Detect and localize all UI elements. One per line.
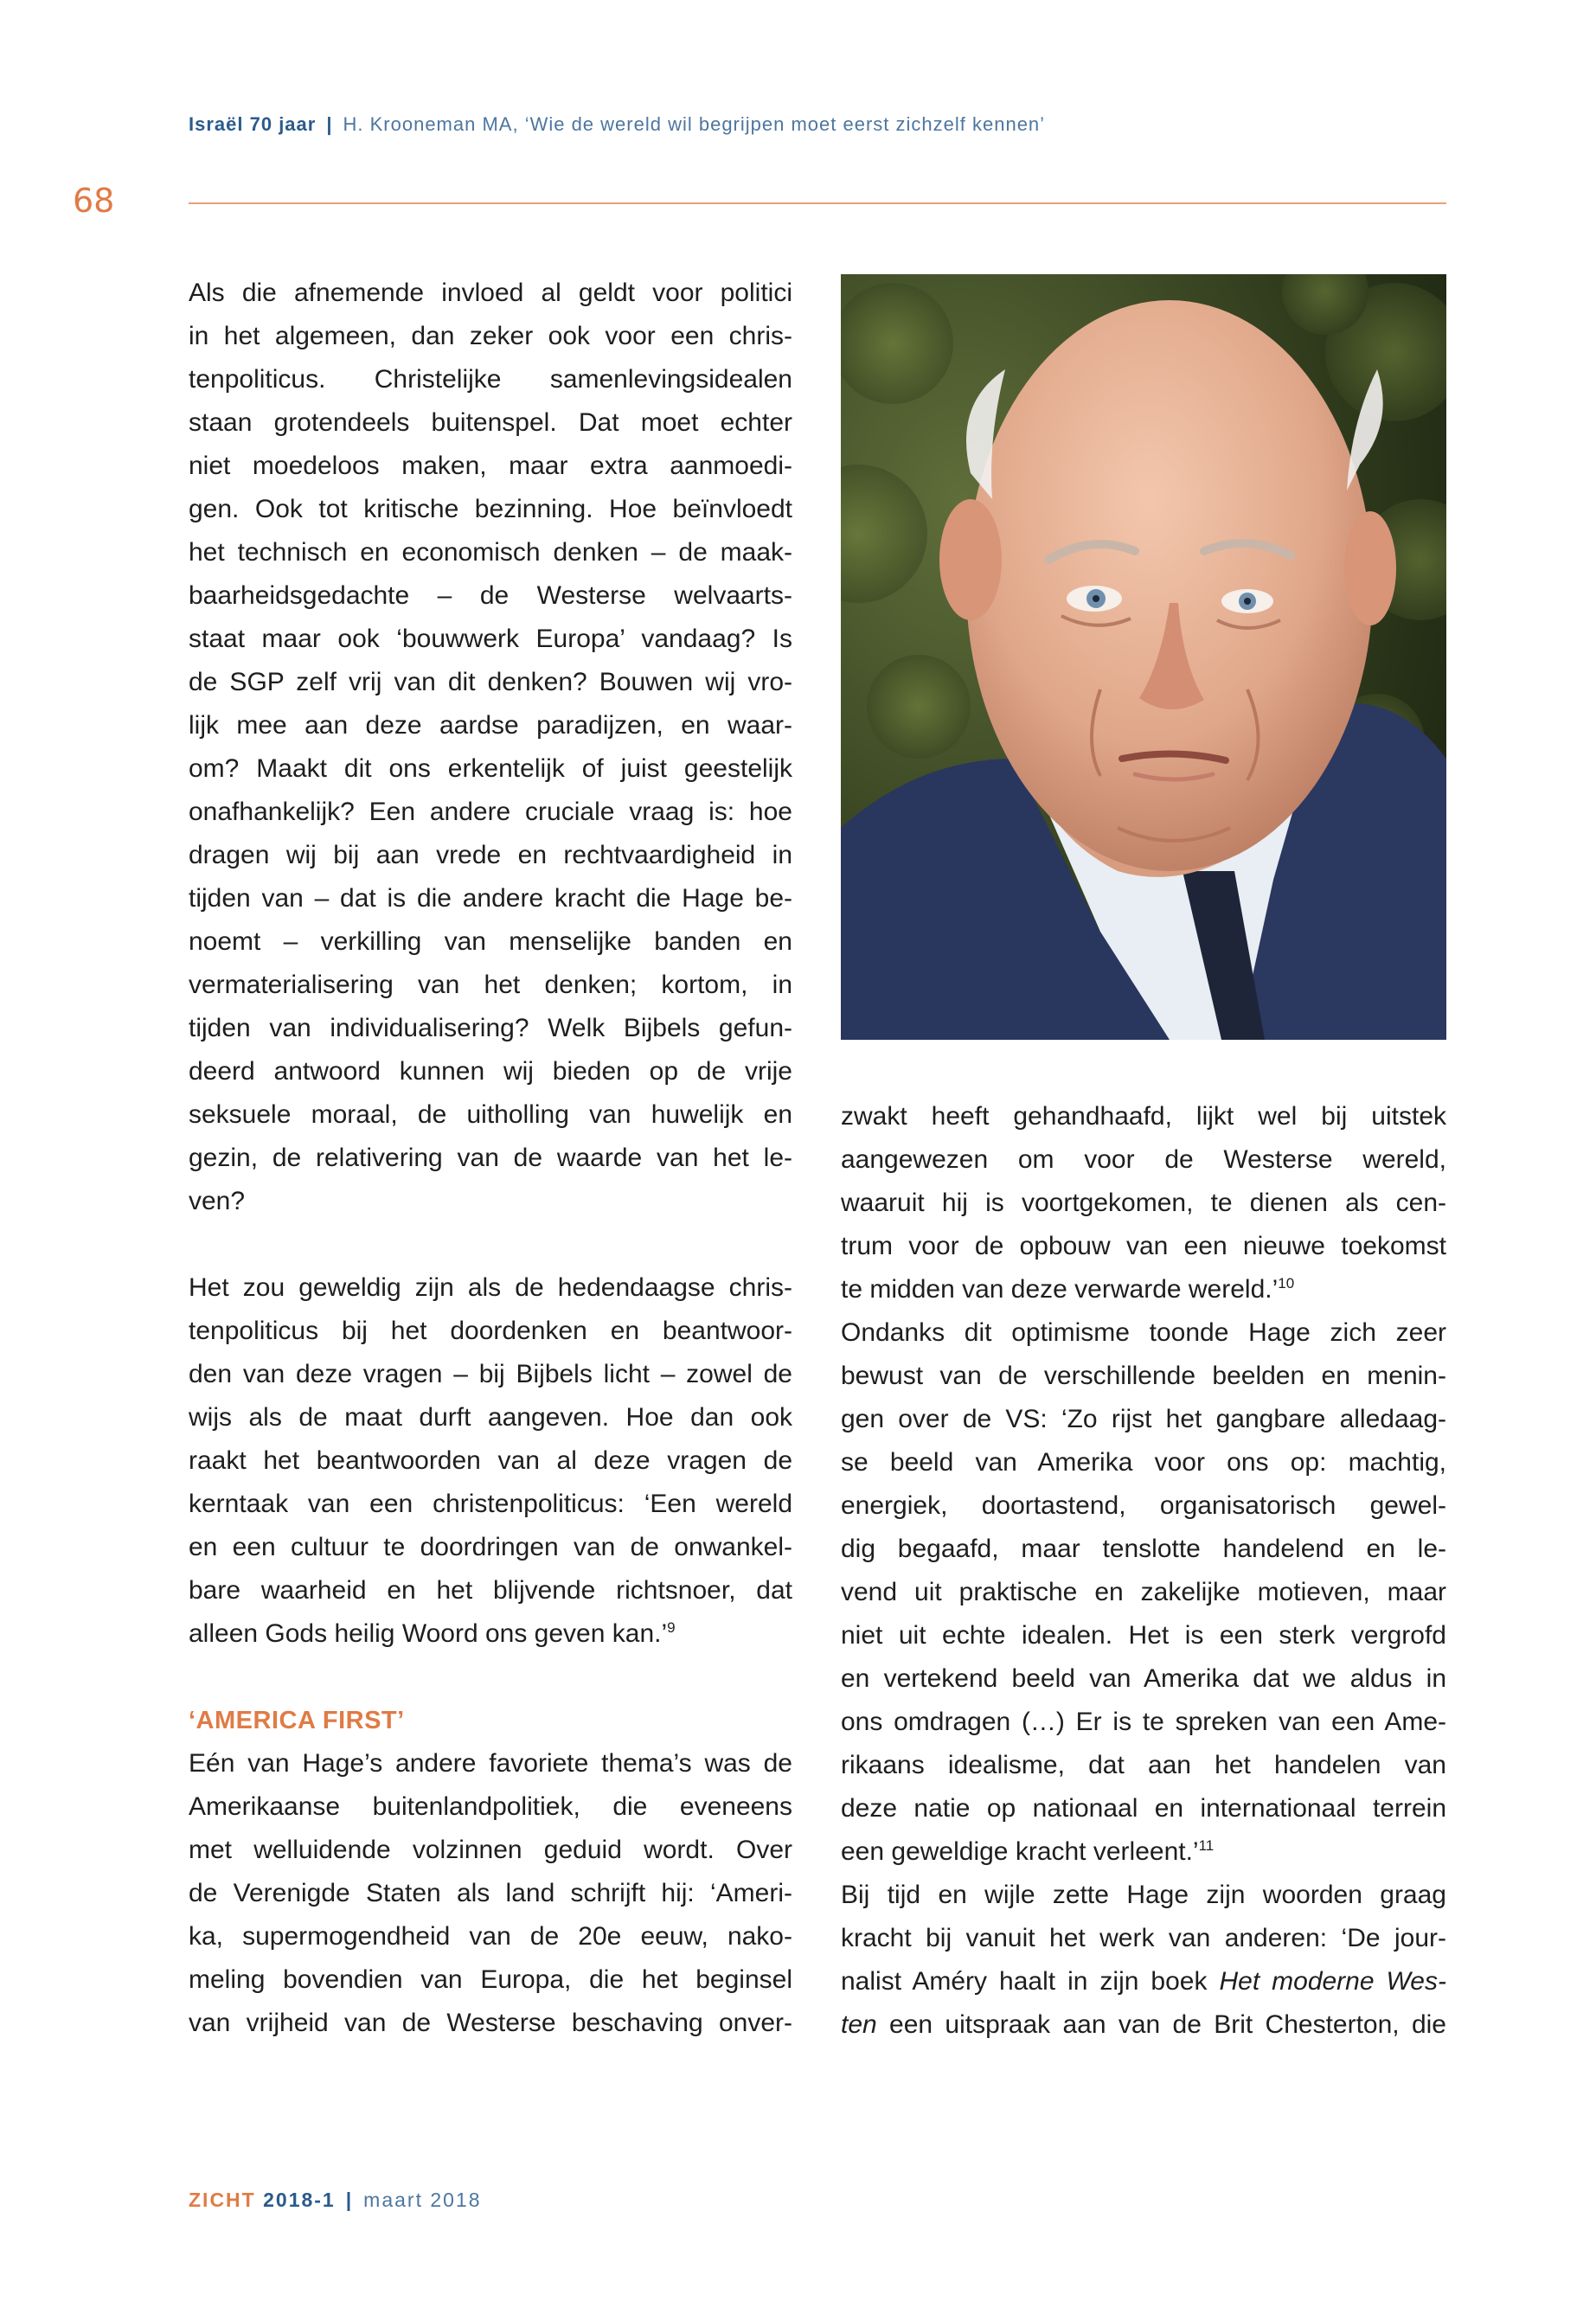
left-column	[189, 272, 792, 2045]
text-line: se beeld van Amerika voor ons op: machtig,	[841, 1448, 1446, 1477]
text-line: Het zou geweldig zijn als de hedendaagse chris-	[189, 1273, 792, 1302]
footnote-ref-10: 10	[1278, 1275, 1295, 1292]
text-line: Bij tijd en wijle zette Hage zijn woorden graag	[841, 1881, 1446, 1909]
text-line	[841, 2003, 1446, 2047]
right-paragraph-3	[841, 1874, 1446, 1960]
text-line: energiek, doortastend, organisatorisch gewel-	[841, 1491, 1446, 1520]
text-line: kracht bij vanuit het werk van anderen: ‘De jour-	[841, 1924, 1446, 1952]
text-line: bewust van de verschillende beelden en menin-	[841, 1362, 1446, 1390]
paragraph-end-text: alleen Gods heilig Woord ons geven kan.’	[189, 1619, 668, 1648]
text-line: noemt – verkilling van menselijke banden en	[189, 927, 792, 956]
text-line: vend uit praktische en zakelijke motieven, maar	[841, 1578, 1446, 1606]
footer-issue: 2018-1	[263, 2189, 336, 2211]
footnote-ref-11: 11	[1198, 1837, 1215, 1854]
text-line: aangewezen om voor de Westerse wereld,	[841, 1145, 1446, 1174]
page-footer	[189, 2189, 482, 2212]
text-line: meling bovendien van Europa, die het beginsel	[189, 1965, 792, 1994]
section-heading: ‘AMERICA FIRST’	[189, 1707, 405, 1734]
text-line: tenpoliticus bij het doordenken en beantwoor-	[189, 1317, 792, 1345]
text-line: tenpoliticus. Christelijke samenlevingsidealen	[189, 365, 792, 394]
page-number: 68	[73, 182, 115, 220]
text-line: raakt het beantwoorden van al deze vragen de	[189, 1446, 792, 1475]
text-line: kerntaak van een christenpoliticus: ‘Een wereld	[189, 1490, 792, 1518]
text-line	[841, 1268, 1446, 1311]
paragraph-gap	[189, 1656, 792, 1699]
book-title-italic: ten	[841, 2010, 877, 2039]
text-line: en een cultuur te doordringen van de onwankel-	[189, 1533, 792, 1561]
text-line: het technisch en economisch denken – de maak-	[189, 538, 792, 567]
text-line: van vrijheid van de Westerse beschaving onver-	[189, 2009, 792, 2037]
right-paragraph-2	[841, 1311, 1446, 1830]
portrait-photo	[841, 274, 1446, 1040]
header-separator: |	[326, 113, 333, 135]
left-paragraph-2	[189, 1266, 792, 1612]
text-line: rikaans idealisme, dat aan het handelen van	[841, 1751, 1446, 1779]
text-line: tijden van individualisering? Welk Bijbels gefun-	[189, 1014, 792, 1042]
portrait-illustration	[841, 274, 1446, 1040]
footer-separator: |	[345, 2189, 354, 2211]
text-line: niet moedeloos maken, maar extra aanmoedi-	[189, 452, 792, 480]
text-span: nalist Améry haalt in zijn boek	[841, 1967, 1220, 1996]
header-divider	[189, 202, 1446, 204]
paragraph-end-text: een geweldige kracht verleent.’	[841, 1837, 1199, 1866]
text-line: tijden van – dat is die andere kracht die Hage be-	[189, 884, 792, 913]
text-line	[189, 1612, 792, 1656]
text-line: seksuele moraal, de uitholling van huwelijk en	[189, 1100, 792, 1129]
paragraph-end-text: te midden van deze verwarde wereld.’	[841, 1275, 1279, 1304]
text-line: Als die afnemende invloed al geldt voor politici	[189, 279, 792, 307]
text-line: de SGP zelf vrij van dit denken? Bouwen wij vro-	[189, 668, 792, 696]
text-line: bare waarheid en het blijvende richtsnoer, dat	[189, 1576, 792, 1605]
text-line: gen. Ook tot kritische bezinning. Hoe beïnvloedt	[189, 495, 792, 523]
text-line: wijs als de maat durft aangeven. Hoe dan ook	[189, 1403, 792, 1432]
footer-date: maart 2018	[363, 2189, 482, 2211]
text-line: dig begaafd, maar tenslotte handelend en le-	[841, 1535, 1446, 1563]
text-line: Ondanks dit optimisme toonde Hage zich zeer	[841, 1318, 1446, 1347]
right-column	[841, 1095, 1446, 2047]
text-line: in het algemeen, dan zeker ook voor een chris-	[189, 322, 792, 350]
text-line	[841, 1830, 1446, 1874]
right-paragraph-1	[841, 1095, 1446, 1268]
text-line: baarheidsgedachte – de Westerse welvaarts-	[189, 581, 792, 610]
text-line: staan grotendeels buitenspel. Dat moet echter	[189, 408, 792, 437]
footer-magazine: ZICHT	[189, 2189, 256, 2211]
text-line: deze natie op nationaal en internationaal terrein	[841, 1794, 1446, 1823]
text-line: Amerikaanse buitenlandpolitiek, die eveneens	[189, 1792, 792, 1821]
book-title-italic: Het moderne Wes-	[1219, 1967, 1446, 1996]
header-publication: Israël 70 jaar	[189, 113, 317, 135]
text-line: de Verenigde Staten als land schrijft hij: ‘Ameri-	[189, 1879, 792, 1907]
text-line: en vertekend beeld van Amerika dat we aldus in	[841, 1664, 1446, 1693]
text-line: vermaterialisering van het denken; kortom, in	[189, 971, 792, 999]
text-line: ons omdragen (…) Er is te spreken van een Ame-	[841, 1708, 1446, 1736]
text-line: waaruit hij is voortgekomen, te dienen als cen-	[841, 1189, 1446, 1217]
text-line: dragen wij bij aan vrede en rechtvaardigheid in	[189, 841, 792, 869]
running-header	[189, 113, 1045, 136]
left-paragraph-1	[189, 272, 792, 1223]
paragraph-gap	[189, 1223, 792, 1266]
text-line: niet uit echte idealen. Het is een sterk vergrofd	[841, 1621, 1446, 1650]
text-line: ka, supermogendheid van de 20e eeuw, nako-	[189, 1922, 792, 1951]
text-span: een uitspraak aan van de Brit Chesterton, die	[876, 2010, 1446, 2039]
footnote-ref-9: 9	[667, 1619, 676, 1636]
text-line: ven?	[189, 1187, 246, 1215]
left-paragraph-3	[189, 1742, 792, 2045]
text-line: Eén van Hage’s andere favoriete thema’s was de	[189, 1749, 792, 1778]
text-line: gezin, de relativering van de waarde van het le-	[189, 1144, 792, 1172]
text-line: met welluidende volzinnen geduid wordt. Over	[189, 1836, 792, 1864]
text-line: lijk mee aan deze aardse paradijzen, en waar-	[189, 711, 792, 740]
text-line: den van deze vragen – bij Bijbels licht – zowel de	[189, 1360, 792, 1388]
text-line: trum voor de opbouw van een nieuwe toekomst	[841, 1232, 1446, 1260]
header-article-title: H. Krooneman MA, ‘Wie de wereld wil begrijpen moet eerst zichzelf kennen’	[343, 113, 1046, 135]
text-line: om? Maakt dit ons erkentelijk of juist geestelijk	[189, 754, 792, 783]
text-line: zwakt heeft gehandhaafd, lijkt wel bij uitstek	[841, 1102, 1446, 1131]
text-line: staat maar ook ‘bouwwerk Europa’ vandaag? Is	[189, 625, 792, 653]
text-line: deerd antwoord kunnen wij bieden op de vrije	[189, 1057, 792, 1086]
text-line: gen over de VS: ‘Zo rijst het gangbare alledaag-	[841, 1405, 1446, 1433]
text-line: onafhankelijk? Een andere cruciale vraag is: hoe	[189, 798, 792, 826]
text-line	[841, 1960, 1446, 2003]
